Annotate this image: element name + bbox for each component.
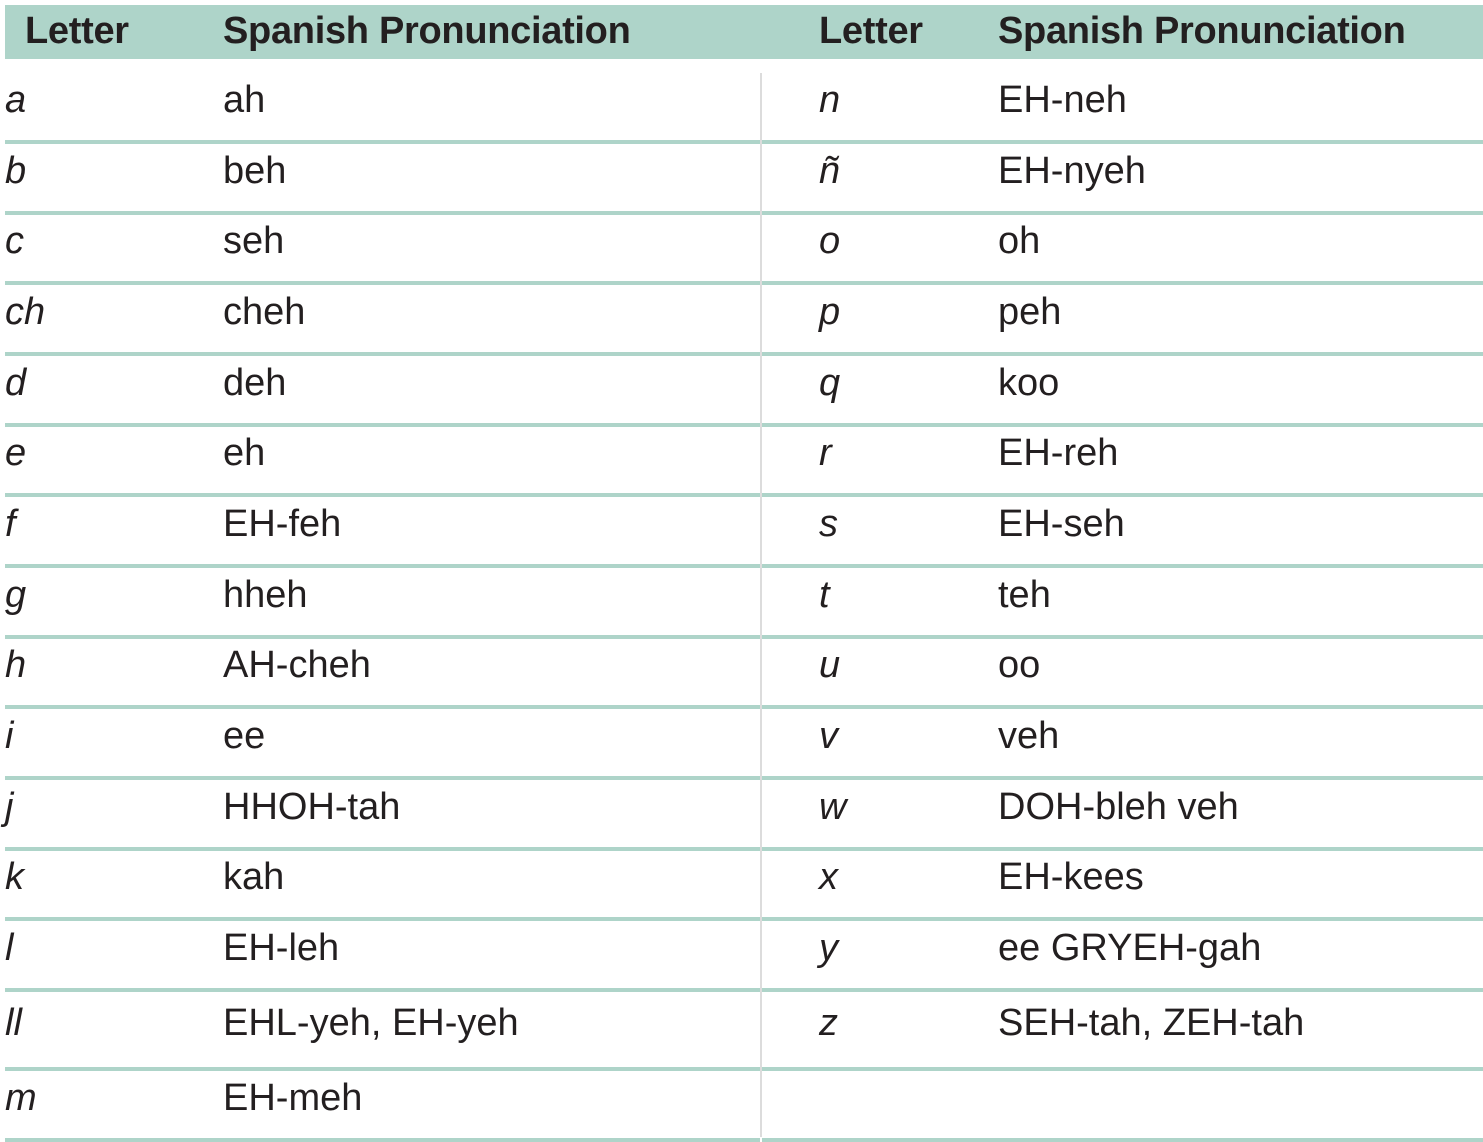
letter-cell: n bbox=[819, 79, 841, 121]
row-divider bbox=[762, 493, 1483, 497]
letter-cell: v bbox=[819, 715, 838, 757]
row-divider bbox=[5, 140, 760, 144]
row-divider bbox=[5, 917, 760, 921]
letter-cell: k bbox=[5, 856, 24, 898]
letter-cell: w bbox=[819, 786, 847, 828]
spanish-alphabet-table bbox=[5, 5, 1483, 1142]
pronunciation-cell: kah bbox=[223, 856, 285, 898]
letter-cell: b bbox=[5, 150, 27, 192]
pronunciation-cell: ee GRYEH-gah bbox=[998, 927, 1262, 969]
pronunciation-cell: deh bbox=[223, 362, 287, 404]
letter-cell: e bbox=[5, 432, 27, 474]
pronunciation-cell: EH-leh bbox=[223, 927, 340, 969]
letter-cell: c bbox=[5, 220, 24, 262]
pronunciation-cell: EH-kees bbox=[998, 856, 1144, 898]
pronunciation-cell: teh bbox=[998, 574, 1051, 616]
letter-cell: m bbox=[5, 1077, 37, 1119]
pronunciation-cell: EH-seh bbox=[998, 503, 1125, 545]
pronunciation-cell: ah bbox=[223, 79, 266, 121]
letter-cell: o bbox=[819, 220, 841, 262]
row-divider bbox=[5, 988, 760, 992]
row-divider bbox=[5, 1138, 760, 1142]
letter-cell: l bbox=[5, 927, 14, 969]
row-divider bbox=[5, 705, 760, 709]
pronunciation-cell: HHOH-tah bbox=[223, 786, 401, 828]
letter-cell: j bbox=[5, 786, 14, 828]
letter-cell: i bbox=[5, 715, 14, 757]
row-divider bbox=[762, 564, 1483, 568]
row-divider bbox=[762, 635, 1483, 639]
letter-cell: r bbox=[819, 432, 832, 474]
letter-cell: y bbox=[819, 927, 838, 969]
row-divider bbox=[762, 705, 1483, 709]
row-divider bbox=[5, 564, 760, 568]
row-divider bbox=[5, 211, 760, 215]
pronunciation-cell: DOH-bleh veh bbox=[998, 786, 1239, 828]
letter-cell: t bbox=[819, 574, 830, 616]
pronunciation-cell: koo bbox=[998, 362, 1060, 404]
row-divider bbox=[762, 423, 1483, 427]
row-divider bbox=[762, 140, 1483, 144]
row-divider bbox=[5, 776, 760, 780]
pronunciation-cell: EH-reh bbox=[998, 432, 1119, 474]
letter-cell: u bbox=[819, 644, 841, 686]
row-divider bbox=[762, 776, 1483, 780]
row-divider bbox=[762, 988, 1483, 992]
row-divider bbox=[762, 352, 1483, 356]
pronunciation-cell: EH-neh bbox=[998, 79, 1127, 121]
header-right-pronunciation: Spanish Pronunciation bbox=[998, 10, 1406, 52]
pronunciation-cell: EH-nyeh bbox=[998, 150, 1146, 192]
letter-cell: a bbox=[5, 79, 27, 121]
pronunciation-cell: beh bbox=[223, 150, 287, 192]
pronunciation-cell: oo bbox=[998, 644, 1041, 686]
row-divider bbox=[762, 1138, 1483, 1142]
row-divider bbox=[5, 847, 760, 851]
column-divider bbox=[760, 73, 762, 1137]
letter-cell: h bbox=[5, 644, 27, 686]
letter-cell: ll bbox=[5, 1002, 22, 1044]
letter-cell: g bbox=[5, 574, 27, 616]
row-divider bbox=[5, 1067, 760, 1071]
row-divider bbox=[762, 1067, 1483, 1071]
letter-cell: p bbox=[819, 291, 841, 333]
letter-cell: d bbox=[5, 362, 27, 404]
letter-cell: z bbox=[819, 1002, 838, 1044]
letter-cell: s bbox=[819, 503, 838, 545]
pronunciation-cell: oh bbox=[998, 220, 1041, 262]
pronunciation-cell: AH-cheh bbox=[223, 644, 371, 686]
letter-cell: ñ bbox=[819, 150, 841, 192]
letter-cell: q bbox=[819, 362, 841, 404]
letter-cell: x bbox=[819, 856, 838, 898]
pronunciation-cell: EHL-yeh, EH-yeh bbox=[223, 1002, 519, 1044]
row-divider bbox=[5, 635, 760, 639]
pronunciation-cell: hheh bbox=[223, 574, 308, 616]
pronunciation-cell: EH-feh bbox=[223, 503, 342, 545]
row-divider bbox=[762, 281, 1483, 285]
row-divider bbox=[762, 211, 1483, 215]
pronunciation-cell: veh bbox=[998, 715, 1060, 757]
row-divider bbox=[5, 423, 760, 427]
letter-cell: ch bbox=[5, 291, 46, 333]
pronunciation-cell: eh bbox=[223, 432, 266, 474]
row-divider bbox=[5, 352, 760, 356]
pronunciation-cell: EH-meh bbox=[223, 1077, 363, 1119]
header-left-letter: Letter bbox=[25, 10, 129, 52]
header-right-letter: Letter bbox=[819, 10, 923, 52]
pronunciation-cell: SEH-tah, ZEH-tah bbox=[998, 1002, 1305, 1044]
table-header bbox=[5, 5, 1483, 59]
header-left-pronunciation: Spanish Pronunciation bbox=[223, 10, 631, 52]
pronunciation-cell: cheh bbox=[223, 291, 306, 333]
row-divider bbox=[5, 493, 760, 497]
pronunciation-cell: peh bbox=[998, 291, 1062, 333]
row-divider bbox=[762, 847, 1483, 851]
pronunciation-cell: seh bbox=[223, 220, 285, 262]
pronunciation-cell: ee bbox=[223, 715, 266, 757]
letter-cell: f bbox=[5, 503, 16, 545]
row-divider bbox=[762, 917, 1483, 921]
row-divider bbox=[5, 281, 760, 285]
